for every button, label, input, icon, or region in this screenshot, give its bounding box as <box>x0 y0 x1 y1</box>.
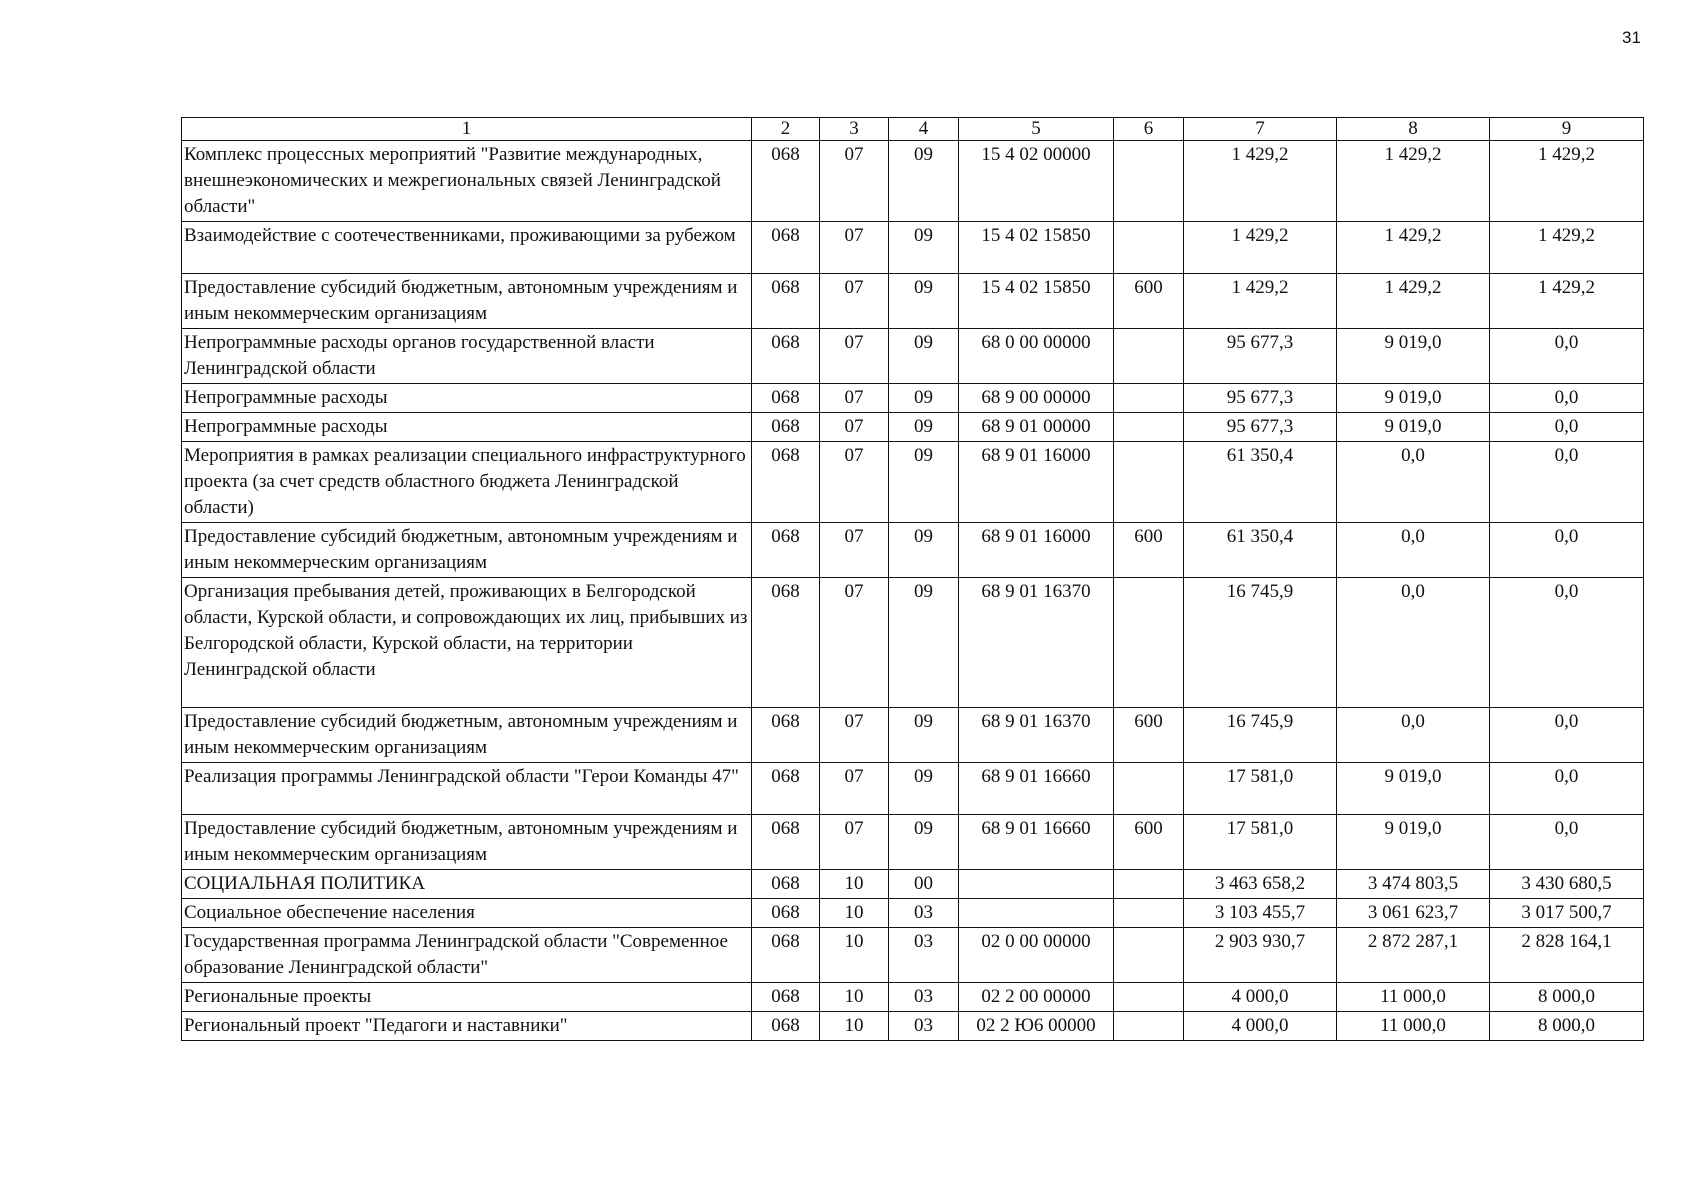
expense-type-cell <box>1114 1012 1184 1041</box>
amount-year3-cell: 0,0 <box>1490 815 1644 870</box>
table-row <box>182 983 1644 1012</box>
target-code-cell: 15 4 02 15850 <box>959 222 1114 274</box>
amount-year2-cell: 0,0 <box>1337 708 1490 763</box>
target-code-cell: 68 9 01 16370 <box>959 578 1114 708</box>
amount-year3-cell: 0,0 <box>1490 708 1644 763</box>
section-cell: 10 <box>820 983 889 1012</box>
admin-code-cell: 068 <box>752 222 820 274</box>
page-number: 31 <box>1622 28 1641 47</box>
subsection-cell: 09 <box>889 578 959 708</box>
section-cell: 07 <box>820 815 889 870</box>
name-cell: СОЦИАЛЬНАЯ ПОЛИТИКА <box>182 870 752 899</box>
amount-year1-cell: 1 429,2 <box>1184 222 1337 274</box>
table-row <box>182 384 1644 413</box>
subsection-cell: 03 <box>889 983 959 1012</box>
expense-type-cell: 600 <box>1114 708 1184 763</box>
amount-year1-cell: 3 463 658,2 <box>1184 870 1337 899</box>
admin-code-cell: 068 <box>752 1012 820 1041</box>
expense-type-cell <box>1114 578 1184 708</box>
admin-code-cell: 068 <box>752 928 820 983</box>
section-cell: 07 <box>820 442 889 523</box>
admin-code-cell: 068 <box>752 329 820 384</box>
expense-type-cell <box>1114 329 1184 384</box>
table-row <box>182 413 1644 442</box>
admin-code-cell: 068 <box>752 899 820 928</box>
header-cell: 5 <box>959 118 1114 141</box>
table-row <box>182 141 1644 222</box>
amount-year2-cell: 1 429,2 <box>1337 274 1490 329</box>
amount-year1-cell: 16 745,9 <box>1184 708 1337 763</box>
name-cell: Социальное обеспечение населения <box>182 899 752 928</box>
name-cell: Непрограммные расходы <box>182 384 752 413</box>
target-code-cell: 68 9 01 16370 <box>959 708 1114 763</box>
amount-year2-cell: 9 019,0 <box>1337 384 1490 413</box>
amount-year2-cell: 0,0 <box>1337 523 1490 578</box>
amount-year1-cell: 95 677,3 <box>1184 384 1337 413</box>
header-row <box>182 118 1644 141</box>
section-cell: 10 <box>820 928 889 983</box>
amount-year1-cell: 2 903 930,7 <box>1184 928 1337 983</box>
amount-year1-cell: 4 000,0 <box>1184 983 1337 1012</box>
admin-code-cell: 068 <box>752 870 820 899</box>
admin-code-cell: 068 <box>752 708 820 763</box>
admin-code-cell: 068 <box>752 578 820 708</box>
amount-year1-cell: 4 000,0 <box>1184 1012 1337 1041</box>
section-cell: 10 <box>820 899 889 928</box>
header-cell: 9 <box>1490 118 1644 141</box>
table-row <box>182 815 1644 870</box>
amount-year1-cell: 3 103 455,7 <box>1184 899 1337 928</box>
amount-year3-cell: 0,0 <box>1490 523 1644 578</box>
target-code-cell: 68 9 01 16660 <box>959 815 1114 870</box>
name-cell: Комплекс процессных мероприятий "Развитие международных, внешнеэкономических и межрегиональных связей Ленинградской области" <box>182 141 752 222</box>
expense-type-cell: 600 <box>1114 815 1184 870</box>
target-code-cell <box>959 899 1114 928</box>
amount-year3-cell: 0,0 <box>1490 384 1644 413</box>
amount-year3-cell: 0,0 <box>1490 413 1644 442</box>
subsection-cell: 09 <box>889 708 959 763</box>
admin-code-cell: 068 <box>752 141 820 222</box>
amount-year3-cell: 3 430 680,5 <box>1490 870 1644 899</box>
section-cell: 07 <box>820 274 889 329</box>
header-cell: 4 <box>889 118 959 141</box>
subsection-cell: 09 <box>889 815 959 870</box>
subsection-cell: 09 <box>889 763 959 815</box>
section-cell: 07 <box>820 141 889 222</box>
target-code-cell: 68 9 01 16000 <box>959 442 1114 523</box>
amount-year2-cell: 9 019,0 <box>1337 815 1490 870</box>
admin-code-cell: 068 <box>752 523 820 578</box>
table-row <box>182 523 1644 578</box>
target-code-cell: 15 4 02 00000 <box>959 141 1114 222</box>
amount-year1-cell: 1 429,2 <box>1184 141 1337 222</box>
amount-year2-cell: 2 872 287,1 <box>1337 928 1490 983</box>
amount-year2-cell: 1 429,2 <box>1337 141 1490 222</box>
amount-year3-cell: 8 000,0 <box>1490 1012 1644 1041</box>
expense-type-cell <box>1114 442 1184 523</box>
name-cell: Мероприятия в рамках реализации специального инфраструктурного проекта (за счет средств областного бюджета Ленинградской области) <box>182 442 752 523</box>
header-cell: 1 <box>182 118 752 141</box>
target-code-cell <box>959 870 1114 899</box>
section-cell: 07 <box>820 578 889 708</box>
amount-year1-cell: 61 350,4 <box>1184 523 1337 578</box>
section-cell: 07 <box>820 413 889 442</box>
amount-year1-cell: 1 429,2 <box>1184 274 1337 329</box>
expense-type-cell <box>1114 763 1184 815</box>
name-cell: Взаимодействие с соотечественниками, проживающими за рубежом <box>182 222 752 274</box>
table-row <box>182 578 1644 708</box>
target-code-cell: 68 9 01 16660 <box>959 763 1114 815</box>
section-cell: 10 <box>820 1012 889 1041</box>
name-cell: Региональный проект "Педагоги и наставники" <box>182 1012 752 1041</box>
amount-year1-cell: 17 581,0 <box>1184 763 1337 815</box>
header-cell: 8 <box>1337 118 1490 141</box>
table-row <box>182 442 1644 523</box>
name-cell: Реализация программы Ленинградской области "Герои Команды 47" <box>182 763 752 815</box>
amount-year3-cell: 8 000,0 <box>1490 983 1644 1012</box>
expense-type-cell <box>1114 222 1184 274</box>
table-row <box>182 222 1644 274</box>
name-cell: Предоставление субсидий бюджетным, автономным учреждениям и иным некоммерческим организациям <box>182 274 752 329</box>
subsection-cell: 03 <box>889 928 959 983</box>
name-cell: Организация пребывания детей, проживающих в Белгородской области, Курской области, и сопровождающих их лиц, прибывших из Белгородской области, Курской области, на территории Ленинградской области <box>182 578 752 708</box>
amount-year1-cell: 17 581,0 <box>1184 815 1337 870</box>
subsection-cell: 09 <box>889 413 959 442</box>
amount-year2-cell: 3 061 623,7 <box>1337 899 1490 928</box>
target-code-cell: 15 4 02 15850 <box>959 274 1114 329</box>
amount-year2-cell: 0,0 <box>1337 578 1490 708</box>
amount-year1-cell: 61 350,4 <box>1184 442 1337 523</box>
table-row <box>182 708 1644 763</box>
subsection-cell: 09 <box>889 274 959 329</box>
amount-year3-cell: 0,0 <box>1490 578 1644 708</box>
name-cell: Государственная программа Ленинградской области "Современное образование Ленинградской области" <box>182 928 752 983</box>
target-code-cell: 68 9 01 00000 <box>959 413 1114 442</box>
target-code-cell: 68 9 01 16000 <box>959 523 1114 578</box>
amount-year2-cell: 3 474 803,5 <box>1337 870 1490 899</box>
amount-year3-cell: 3 017 500,7 <box>1490 899 1644 928</box>
admin-code-cell: 068 <box>752 413 820 442</box>
admin-code-cell: 068 <box>752 384 820 413</box>
amount-year3-cell: 1 429,2 <box>1490 222 1644 274</box>
name-cell: Предоставление субсидий бюджетным, автономным учреждениям и иным некоммерческим организациям <box>182 708 752 763</box>
amount-year2-cell: 0,0 <box>1337 442 1490 523</box>
subsection-cell: 09 <box>889 141 959 222</box>
admin-code-cell: 068 <box>752 274 820 329</box>
admin-code-cell: 068 <box>752 763 820 815</box>
table-row <box>182 274 1644 329</box>
amount-year2-cell: 9 019,0 <box>1337 329 1490 384</box>
header-cell: 7 <box>1184 118 1337 141</box>
section-cell: 07 <box>820 384 889 413</box>
table-row <box>182 1012 1644 1041</box>
expense-type-cell <box>1114 141 1184 222</box>
target-code-cell: 68 9 00 00000 <box>959 384 1114 413</box>
admin-code-cell: 068 <box>752 983 820 1012</box>
amount-year1-cell: 16 745,9 <box>1184 578 1337 708</box>
header-cell: 2 <box>752 118 820 141</box>
section-cell: 07 <box>820 222 889 274</box>
target-code-cell: 02 2 Ю6 00000 <box>959 1012 1114 1041</box>
expense-type-cell <box>1114 384 1184 413</box>
amount-year3-cell: 0,0 <box>1490 763 1644 815</box>
subsection-cell: 00 <box>889 870 959 899</box>
expense-type-cell <box>1114 983 1184 1012</box>
amount-year3-cell: 0,0 <box>1490 442 1644 523</box>
section-cell: 07 <box>820 763 889 815</box>
subsection-cell: 03 <box>889 899 959 928</box>
name-cell: Непрограммные расходы <box>182 413 752 442</box>
section-cell: 07 <box>820 708 889 763</box>
subsection-cell: 09 <box>889 222 959 274</box>
table-row <box>182 928 1644 983</box>
amount-year1-cell: 95 677,3 <box>1184 413 1337 442</box>
admin-code-cell: 068 <box>752 442 820 523</box>
section-cell: 07 <box>820 523 889 578</box>
amount-year1-cell: 95 677,3 <box>1184 329 1337 384</box>
target-code-cell: 68 0 00 00000 <box>959 329 1114 384</box>
subsection-cell: 09 <box>889 523 959 578</box>
table-row <box>182 763 1644 815</box>
expense-type-cell: 600 <box>1114 274 1184 329</box>
header-cell: 3 <box>820 118 889 141</box>
amount-year2-cell: 11 000,0 <box>1337 983 1490 1012</box>
target-code-cell: 02 2 00 00000 <box>959 983 1114 1012</box>
amount-year3-cell: 1 429,2 <box>1490 141 1644 222</box>
amount-year3-cell: 2 828 164,1 <box>1490 928 1644 983</box>
expense-type-cell <box>1114 899 1184 928</box>
expense-type-cell <box>1114 413 1184 442</box>
subsection-cell: 03 <box>889 1012 959 1041</box>
name-cell: Предоставление субсидий бюджетным, автономным учреждениям и иным некоммерческим организациям <box>182 523 752 578</box>
amount-year2-cell: 9 019,0 <box>1337 763 1490 815</box>
amount-year2-cell: 9 019,0 <box>1337 413 1490 442</box>
table-row <box>182 870 1644 899</box>
section-cell: 10 <box>820 870 889 899</box>
subsection-cell: 09 <box>889 329 959 384</box>
name-cell: Региональные проекты <box>182 983 752 1012</box>
section-cell: 07 <box>820 329 889 384</box>
expense-type-cell <box>1114 870 1184 899</box>
table-row <box>182 899 1644 928</box>
subsection-cell: 09 <box>889 384 959 413</box>
target-code-cell: 02 0 00 00000 <box>959 928 1114 983</box>
name-cell: Предоставление субсидий бюджетным, автономным учреждениям и иным некоммерческим организациям <box>182 815 752 870</box>
amount-year2-cell: 11 000,0 <box>1337 1012 1490 1041</box>
table-row <box>182 329 1644 384</box>
expense-type-cell <box>1114 928 1184 983</box>
header-cell: 6 <box>1114 118 1184 141</box>
name-cell: Непрограммные расходы органов государственной власти Ленинградской области <box>182 329 752 384</box>
amount-year3-cell: 1 429,2 <box>1490 274 1644 329</box>
expense-type-cell: 600 <box>1114 523 1184 578</box>
admin-code-cell: 068 <box>752 815 820 870</box>
budget-table <box>181 117 1644 1041</box>
subsection-cell: 09 <box>889 442 959 523</box>
amount-year2-cell: 1 429,2 <box>1337 222 1490 274</box>
amount-year3-cell: 0,0 <box>1490 329 1644 384</box>
